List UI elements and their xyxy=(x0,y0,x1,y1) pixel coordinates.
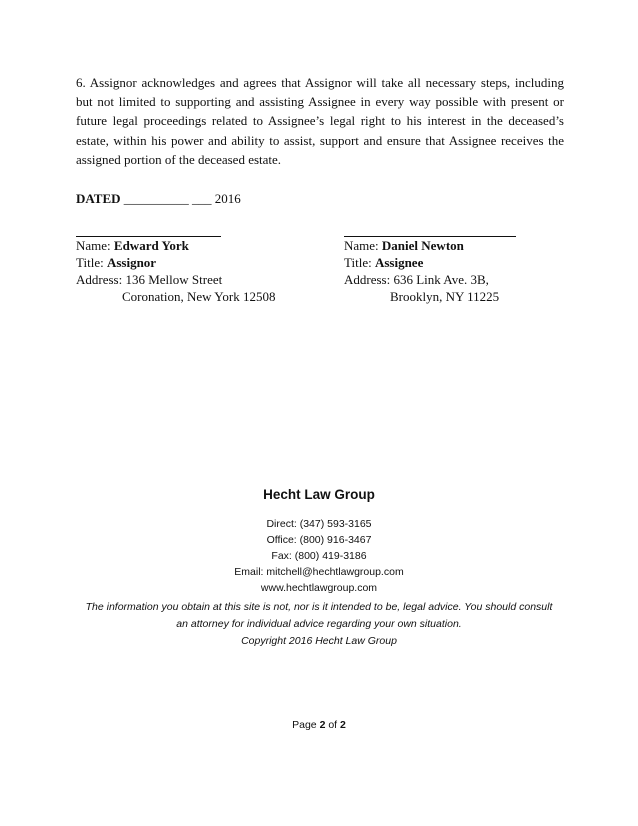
assignor-signature-line xyxy=(76,222,221,237)
assignee-address-line1: 636 Link Ave. 3B, xyxy=(393,272,489,287)
dated-label: DATED xyxy=(76,191,121,206)
firm-fax: Fax: (800) 419-3186 xyxy=(271,550,367,562)
page-word: Page xyxy=(292,719,317,731)
copyright-notice: Copyright 2016 Hecht Law Group xyxy=(241,635,397,647)
assignee-name-row xyxy=(344,237,574,254)
assignee-signature-line xyxy=(344,222,516,237)
dated-year: 2016 xyxy=(214,191,241,206)
assignee-address-label: Address: xyxy=(344,272,391,287)
page-number-footer xyxy=(0,719,638,731)
firm-website: www.hechtlawgroup.com xyxy=(260,582,378,594)
assignee-title-row xyxy=(344,254,574,271)
total-pages: 2 xyxy=(340,719,346,731)
of-word: of xyxy=(328,719,338,731)
assignee-title: Assignee xyxy=(374,255,424,270)
assignor-title-row xyxy=(76,254,306,271)
assignee-address-line2: Brooklyn, NY 11225 xyxy=(390,289,500,304)
assignor-name-row xyxy=(76,237,306,254)
assignor-address-label: Address: xyxy=(76,272,123,287)
assignee-title-label: Title: xyxy=(344,255,372,270)
assignee-name-label: Name: xyxy=(344,238,379,253)
firm-direct-phone: Direct: (347) 593-3165 xyxy=(266,518,372,530)
assignee-name: Daniel Newton xyxy=(381,238,464,253)
disclaimer-line-1: The information you obtain at this site is not, nor is it intended to be, legal advice. You should consult xyxy=(85,601,553,613)
assignor-name-label: Name: xyxy=(76,238,111,253)
assignor-address-line2: Coronation, New York 12508 xyxy=(122,289,276,304)
disclaimer-line-2: an attorney for individual advice regarding your own situation. xyxy=(176,618,462,630)
firm-name: Hecht Law Group xyxy=(263,487,375,502)
dated-blanks: __________ ___ xyxy=(123,191,212,206)
assignor-address-line1: 136 Mellow Street xyxy=(125,272,223,287)
legal-disclaimer xyxy=(60,599,578,650)
assignor-name: Edward York xyxy=(113,238,189,253)
current-page: 2 xyxy=(319,719,326,731)
dated-line xyxy=(76,191,241,207)
firm-contact-block xyxy=(0,487,638,596)
firm-email: Email: mitchell@hechtlawgroup.com xyxy=(234,566,404,578)
assignee-address-row xyxy=(344,271,574,288)
assignor-title-label: Title: xyxy=(76,255,104,270)
assignor-title: Assignor xyxy=(106,255,157,270)
firm-office-phone: Office: (800) 916-3467 xyxy=(266,534,372,546)
assignor-address-row xyxy=(76,271,306,288)
assignor-signature-block xyxy=(76,222,306,305)
assignment-clause-6: 6. Assignor acknowledges and agrees that Assignor will take all necessary steps, including but not limited to supporting and assisting Assignee in every way possible with present or future legal proceedings related to Assignee’s legal right to his interest in the deceased’s estate, within his power and ability to assist, support and ensure that Assignee receives the assigned portion of the deceased estate. xyxy=(76,75,564,167)
assignee-signature-block xyxy=(344,222,574,305)
